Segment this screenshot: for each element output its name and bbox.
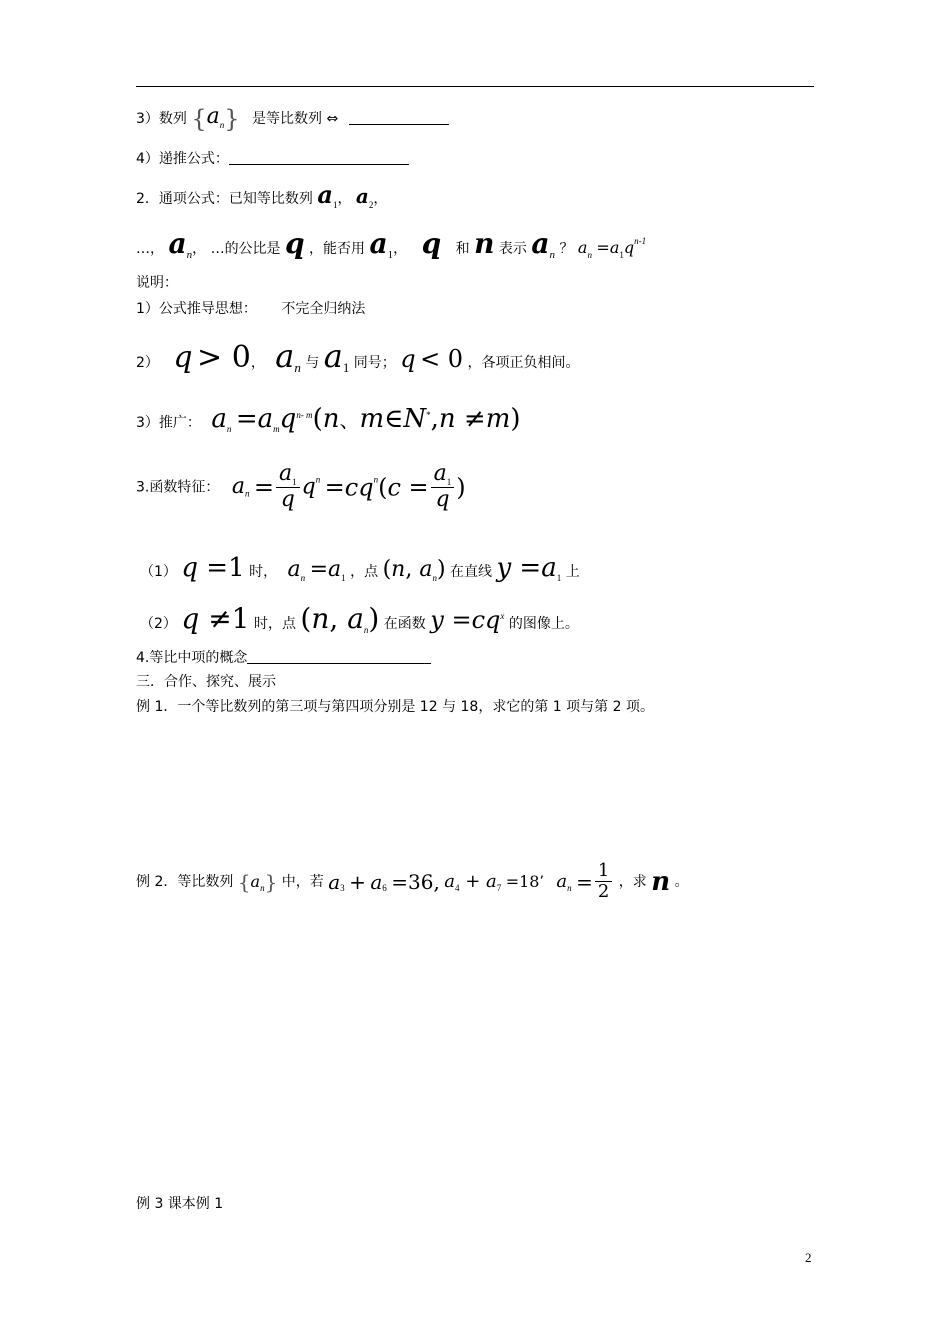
example-3: 例 3 课本例 1 [136, 1196, 224, 1212]
line-explain-3: 3）推广： $a_n =a_mq^{n- m}(n$、m∈N*,n ≠m) [136, 404, 521, 434]
line-explain-2: 2） q > 0， an 与 a1 同号； q < 0 ，各项正负相间。 [136, 337, 580, 375]
line-case-1: （1） q =1 时， $a_n =a_1$ ，点 (n, $a_n$) 在直线 $y =a_1$ 上 [140, 553, 580, 583]
example-2: 例 2．等比数列 $\{a_n\}$ 中，若 $a_3 + a_6 =36$, $a_4 + a_7 =18$’ $a_n$ = $\frac{1}{2}$ ，求 n 。 [136, 860, 689, 902]
line-definition: 3）数列 $\{a_n\}$ 是等比数列 ⇔ [136, 106, 449, 131]
line-explain-1: 1）公式推导思想： 不完全归纳法 [136, 301, 366, 317]
line-function-feature: 3.函数特征： $a_n$ = $\frac{a_1}{q}$ $q^n =cq^n(c$ = $\frac{a_1}{q}$ ) [136, 461, 466, 513]
line-geometric-mean: 4.等比中项的概念 [136, 651, 431, 665]
header-rule [136, 86, 814, 87]
line-recurrence: 4）递推公式： [136, 152, 409, 166]
line-case-2: （2） q ≠1 时，点 (n, $a_n$) 在函数 $y =cq^x$ 的图像上。 [140, 602, 579, 635]
section-three-heading: 三．合作、探究、展示 [136, 674, 276, 690]
blank-recurrence[interactable] [229, 164, 409, 165]
fraction-a1-over-q: $\frac{a_1}{q}$ [276, 462, 300, 513]
line-general-term: 2．通项公式：已知等比数列 $a_1$， $a_2$， [136, 180, 388, 210]
explain-heading: 说明： [136, 275, 178, 291]
fraction-one-half: $\frac{1}{2}$ [595, 862, 612, 902]
page-number: 2 [805, 1250, 812, 1265]
example-1: 例 1．一个等比数列的第三项与第四项分别是 12 与 18，求它的第 1 项与第 2 项。 [136, 699, 654, 715]
blank-geometric-mean[interactable] [247, 663, 431, 664]
blank-definition[interactable] [349, 124, 449, 125]
line-general-term-2: …， $a_n$， …的公比是 q ，能否用 $a_1$， q 和 n 表示 $a_n$ ？ $a_n =a_1q^{n-1}$ [136, 227, 647, 261]
fraction-c-def: $\frac{a_1}{q}$ [431, 462, 455, 513]
